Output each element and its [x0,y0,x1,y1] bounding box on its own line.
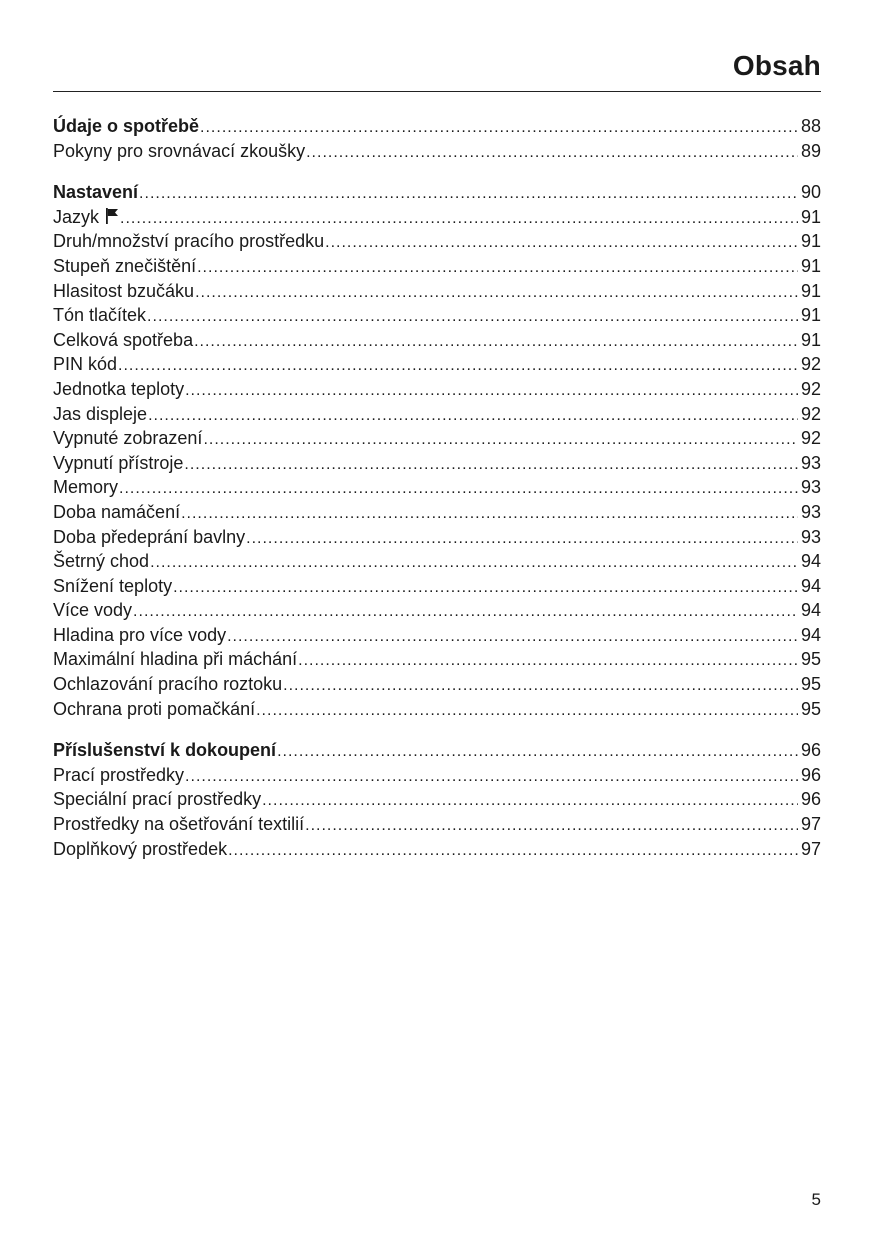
toc-entry-label [53,114,199,139]
dot-leader [298,649,798,672]
toc-entry-title: Šetrný chod [53,551,150,572]
dot-leader [325,231,798,254]
toc-page-number: 94 [800,624,821,645]
page-title: Obsah [732,50,821,81]
toc-entry-title: Hladina pro více vody [53,624,227,645]
toc-page-number: 91 [800,280,821,301]
toc-entry-label [53,475,118,500]
toc-entry[interactable] [53,647,821,672]
toc-entry-label [53,254,196,279]
toc-entry-label [53,229,324,254]
toc-page-number: 95 [800,698,821,719]
toc-entry-label [53,402,147,427]
toc-entry-label [53,180,138,205]
toc-entry-title: Tón tlačítek [53,305,147,326]
toc-page-number: 96 [800,764,821,785]
toc-entry[interactable] [53,500,821,525]
toc-heading[interactable] [53,180,821,205]
dot-leader [119,477,798,500]
toc-entry-title: Jazyk [53,206,100,227]
dot-leader [194,330,798,353]
toc-page-number: 91 [800,329,821,350]
toc-entry-title: Jas displeje [53,403,148,424]
dot-leader [197,256,798,279]
toc-page-number: 91 [800,255,821,276]
toc-entry-title: PIN kód [53,354,118,375]
toc-page-number: 93 [800,477,821,498]
toc-page-number: 92 [800,428,821,449]
toc-entry-title: Druh/množství pracího prostředku [53,231,325,252]
dot-leader [139,182,798,205]
toc-entry[interactable] [53,763,821,788]
title-divider [53,91,821,92]
dot-leader [120,207,798,230]
toc-entry[interactable] [53,672,821,697]
dot-leader [306,141,798,164]
dot-leader [118,354,798,377]
toc-entry-title: Snížení teploty [53,575,173,596]
toc-entry-label [53,352,117,377]
toc-entry-label [53,549,149,574]
toc-page-number: 95 [800,649,821,670]
toc-entry-label [53,303,146,328]
toc-entry[interactable] [53,812,821,837]
dot-leader [277,740,798,763]
toc-entry-title: Doba namáčení [53,501,181,522]
toc-entry-label [53,738,276,763]
toc-entry[interactable] [53,574,821,599]
toc-entry[interactable] [53,139,821,164]
toc-entry-label [53,787,261,812]
toc-page-number: 90 [800,182,821,203]
toc-entry-title: Údaje o spotřebě [53,116,200,136]
toc-entry[interactable] [53,205,821,230]
toc-entry[interactable] [53,328,821,353]
toc-entry-title: Prostředky na ošetřování textilií [53,814,305,835]
dot-leader [200,116,798,139]
dot-leader [181,502,798,525]
dot-leader [150,551,798,574]
toc-heading[interactable] [53,114,821,139]
toc-page-number: 93 [800,501,821,522]
toc-entry-title: Stupeň znečištění [53,255,197,276]
dot-leader [173,576,798,599]
toc-entry-label [53,426,202,451]
dot-leader [185,379,798,402]
toc-entry-title: Pokyny pro srovnávací zkoušky [53,140,306,161]
toc-section [53,180,821,721]
toc-page-number: 97 [800,814,821,835]
toc-page-number: 92 [800,354,821,375]
toc-page-number: 94 [800,575,821,596]
toc-page-number: 96 [800,740,821,761]
toc-page-number: 93 [800,452,821,473]
toc-entry-label [53,574,172,599]
toc-page-number: 97 [800,838,821,859]
toc-entry[interactable] [53,254,821,279]
toc-entry[interactable] [53,623,821,648]
toc-entry-label [53,451,183,476]
dot-leader [147,305,798,328]
toc-entry-label [53,763,184,788]
toc-heading[interactable] [53,738,821,763]
toc-entry-title: Celková spotřeba [53,329,194,350]
toc-entry[interactable] [53,451,821,476]
toc-entry-label [53,837,227,862]
toc-entry-label [53,672,282,697]
toc-entry[interactable] [53,697,821,722]
toc-entry-title: Hlasitost bzučáku [53,280,195,301]
toc-entry[interactable] [53,303,821,328]
table-of-contents [53,114,821,878]
toc-entry-title: Doba předeprání bavlny [53,526,246,547]
toc-entry[interactable] [53,402,821,427]
toc-entry[interactable] [53,549,821,574]
dot-leader [283,674,798,697]
dot-leader [195,281,798,304]
toc-entry-label [53,697,255,722]
toc-entry[interactable] [53,475,821,500]
dot-leader [133,600,798,623]
toc-entry-title: Prací prostředky [53,764,185,785]
toc-entry[interactable] [53,426,821,451]
toc-section [53,738,821,861]
toc-entry[interactable] [53,525,821,550]
dot-leader [246,527,798,550]
toc-page-number: 91 [800,231,821,252]
toc-entry-label [53,647,297,672]
toc-entry-title: Nastavení [53,182,139,203]
toc-entry-label [53,812,304,837]
dot-leader [203,428,798,451]
toc-entry[interactable] [53,787,821,812]
toc-entry-label [53,525,245,550]
dot-leader [256,699,798,722]
dot-leader [148,404,798,427]
toc-entry-label [53,205,119,230]
flag-icon [105,208,119,224]
page-number: 5 [811,1190,821,1209]
dot-leader [305,814,798,837]
toc-page-number: 91 [800,206,821,227]
toc-entry-label [53,328,193,353]
dot-leader [228,839,798,862]
toc-page-number: 92 [800,403,821,424]
toc-page-number: 94 [800,551,821,572]
toc-entry-title: Memory [53,477,119,498]
toc-entry[interactable] [53,229,821,254]
toc-page-number: 89 [800,140,821,161]
toc-entry-label [53,139,305,164]
toc-page-number: 91 [800,305,821,326]
dot-leader [262,789,798,812]
toc-entry-title: Ochlazování pracího roztoku [53,674,283,695]
toc-entry[interactable] [53,352,821,377]
toc-page-number: 92 [800,378,821,399]
toc-page-number: 94 [800,600,821,621]
toc-page-number: 88 [800,116,821,136]
toc-entry-title: Vypnuté zobrazení [53,428,203,449]
toc-entry-label [53,500,180,525]
toc-entry-title: Speciální prací prostředky [53,789,262,810]
toc-entry[interactable] [53,598,821,623]
toc-page-number: 93 [800,526,821,547]
toc-entry-title: Vypnutí přístroje [53,452,184,473]
toc-entry-title: Příslušenství k dokoupení [53,740,277,761]
toc-page-number: 96 [800,789,821,810]
toc-entry-title: Jednotka teploty [53,378,185,399]
toc-entry-title: Ochrana proti pomačkání [53,698,256,719]
dot-leader [184,453,798,476]
toc-entry-label [53,598,132,623]
toc-entry-title: Více vody [53,600,133,621]
toc-entry[interactable] [53,837,821,862]
dot-leader [185,765,798,788]
toc-entry-label [53,279,194,304]
toc-entry-label [53,623,226,648]
toc-page-number: 95 [800,674,821,695]
dot-leader [227,625,798,648]
toc-entry-label [53,377,184,402]
toc-entry[interactable] [53,279,821,304]
toc-entry-title: Maximální hladina při máchání [53,649,298,670]
toc-entry[interactable] [53,377,821,402]
toc-section [53,114,821,163]
toc-entry-title: Doplňkový prostředek [53,838,228,859]
